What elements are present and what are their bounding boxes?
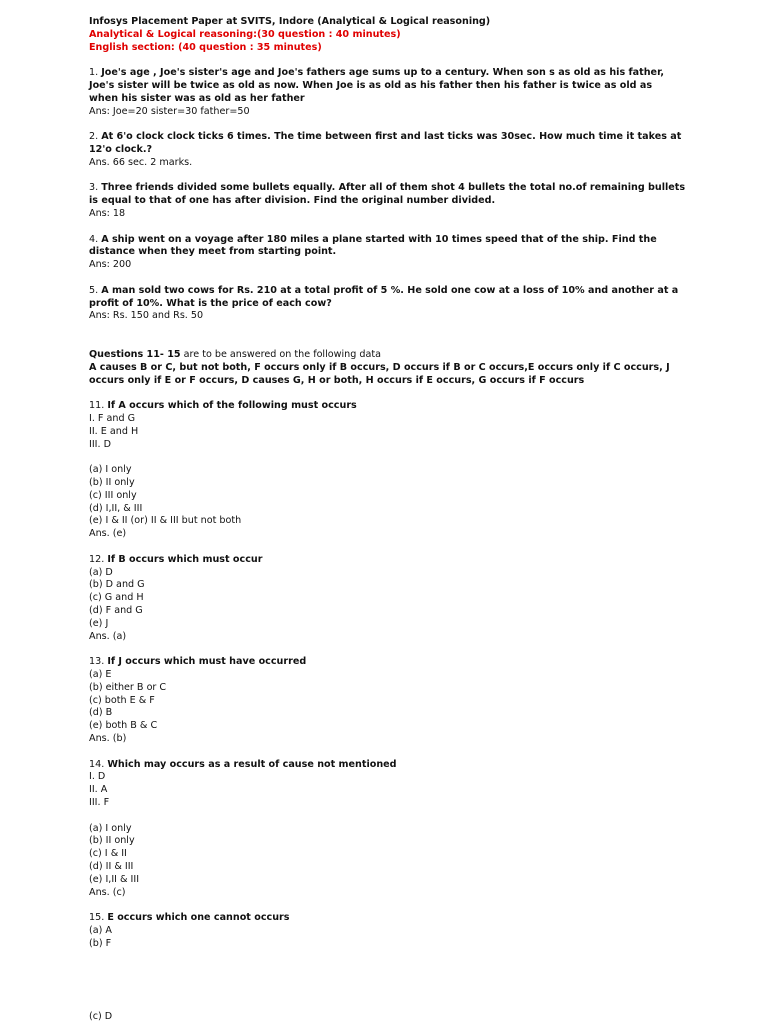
question-5 [89, 285, 689, 298]
data-block-heading [89, 349, 689, 362]
question-text: Which may occurs as a result of cause not mentioned [107, 758, 397, 770]
question-text: If B occurs which must occur [107, 553, 263, 565]
question-number: 11. [89, 400, 108, 412]
data-block-line: occurs only if E or F occurs, D causes G, H or both, H occurs if E occurs, G occurs if F occurs [89, 374, 585, 386]
answer: Ans: 18 [89, 207, 126, 219]
document-title: Infosys Placement Paper at SVITS, Indore (Analytical & Logical reasoning) [89, 16, 491, 27]
option: (a) D [89, 566, 113, 578]
question-4 [89, 234, 689, 247]
option: (b) either B or C [89, 681, 167, 693]
option: (c) I & II [89, 848, 127, 860]
answer: Ans. (c) [89, 886, 126, 898]
answer: Ans. 66 sec. 2 marks. [89, 156, 193, 168]
option: (a) A [89, 924, 112, 936]
question-text: E occurs which one cannot occurs [107, 912, 290, 924]
option: (d) I,II, & III [89, 502, 143, 514]
statement-item: III. F [89, 797, 110, 809]
question-text-line: when his sister was as old as her father [89, 92, 305, 104]
question-text-line: Joe's sister will be twice as old as now. When Joe is as old as his father then his father is twice as old as [89, 79, 653, 91]
option: (c) both E & F [89, 694, 155, 706]
question-text: A man sold two cows for Rs. 210 at a total profit of 5 %. He sold one cow at a loss of 10% and another at a [101, 284, 679, 296]
question-number: 4. [89, 233, 102, 245]
option: (b) II only [89, 477, 135, 489]
option: (e) I & II (or) II & III but not both [89, 515, 242, 527]
question-text: Joe's age , Joe's sister's age and Joe's fathers age sums up to a century. When son s as old as his father, [101, 67, 665, 79]
question-number: 13. [89, 656, 108, 668]
answer: Ans: 200 [89, 259, 132, 271]
question-text: If A occurs which of the following must occurs [107, 400, 357, 412]
statement-item: III. D [89, 438, 111, 450]
option: (c) III only [89, 489, 137, 501]
data-block-range: Questions 11- 15 [89, 349, 181, 361]
option: (b) F [89, 937, 112, 949]
question-number: 12. [89, 553, 108, 565]
question-15 [89, 912, 689, 925]
section-heading-analytical: Analytical & Logical reasoning:(30 question : 40 minutes) [89, 28, 401, 40]
option: (a) E [89, 669, 112, 681]
option: (c) G and H [89, 592, 144, 604]
statement-item: II. E and H [89, 425, 139, 437]
answer: Ans: Rs. 150 and Rs. 50 [89, 310, 204, 322]
question-text: If J occurs which must have occurred [107, 656, 307, 668]
data-block-instruction: are to be answered on the following data [180, 349, 381, 361]
section-heading-english: English section: (40 question : 35 minutes) [89, 41, 322, 53]
answer: Ans: Joe=20 sister=30 father=50 [89, 105, 250, 117]
question-13 [89, 656, 689, 669]
question-14 [89, 759, 689, 772]
option: (b) II only [89, 835, 135, 847]
answer: Ans. (a) [89, 630, 127, 642]
question-text: At 6'o clock clock ticks 6 times. The time between first and last ticks was 30sec. How much time it takes at [101, 131, 682, 143]
answer: Ans. (e) [89, 528, 127, 540]
question-number: 5. [89, 284, 102, 296]
option: (d) B [89, 707, 113, 719]
option: (a) I only [89, 822, 132, 834]
document-page [89, 16, 689, 951]
question-number: 15. [89, 912, 108, 924]
question-text-line: is equal to that of one has after division. Find the original number divided. [89, 195, 496, 207]
question-2 [89, 131, 689, 144]
question-text: A ship went on a voyage after 180 miles a plane started with 10 times speed that of the ship. Find the [101, 233, 657, 245]
page-continuation-option: (c) D [89, 1011, 113, 1022]
question-text: Three friends divided some bullets equally. After all of them shot 4 bullets the total no.of remaining bullets [101, 182, 686, 194]
option: (e) J [89, 617, 109, 629]
statement-item: I. F and G [89, 413, 136, 425]
answer: Ans. (b) [89, 733, 127, 745]
question-text-line: profit of 10%. What is the price of each cow? [89, 297, 332, 309]
question-number: 1. [89, 67, 102, 79]
option: (e) I,II & III [89, 873, 140, 885]
option: (d) II & III [89, 861, 134, 872]
question-number: 14. [89, 758, 108, 770]
question-text-line: 12'o clock.? [89, 143, 153, 155]
question-3 [89, 182, 689, 195]
question-12 [89, 554, 689, 567]
question-number: 3. [89, 182, 102, 194]
option: (d) F and G [89, 605, 143, 617]
option: (e) both B & C [89, 720, 158, 732]
question-1 [89, 67, 689, 80]
question-number: 2. [89, 131, 102, 143]
question-11 [89, 400, 689, 413]
statement-item: I. D [89, 771, 106, 783]
statement-item: II. A [89, 784, 108, 796]
option: (a) I only [89, 464, 132, 476]
option: (b) D and G [89, 579, 145, 591]
data-block-line: A causes B or C, but not both, F occurs only if B occurs, D occurs if B or C occurs,E occurs only if C occurs, J [89, 361, 670, 373]
question-text-line: distance when they meet from starting point. [89, 246, 337, 258]
